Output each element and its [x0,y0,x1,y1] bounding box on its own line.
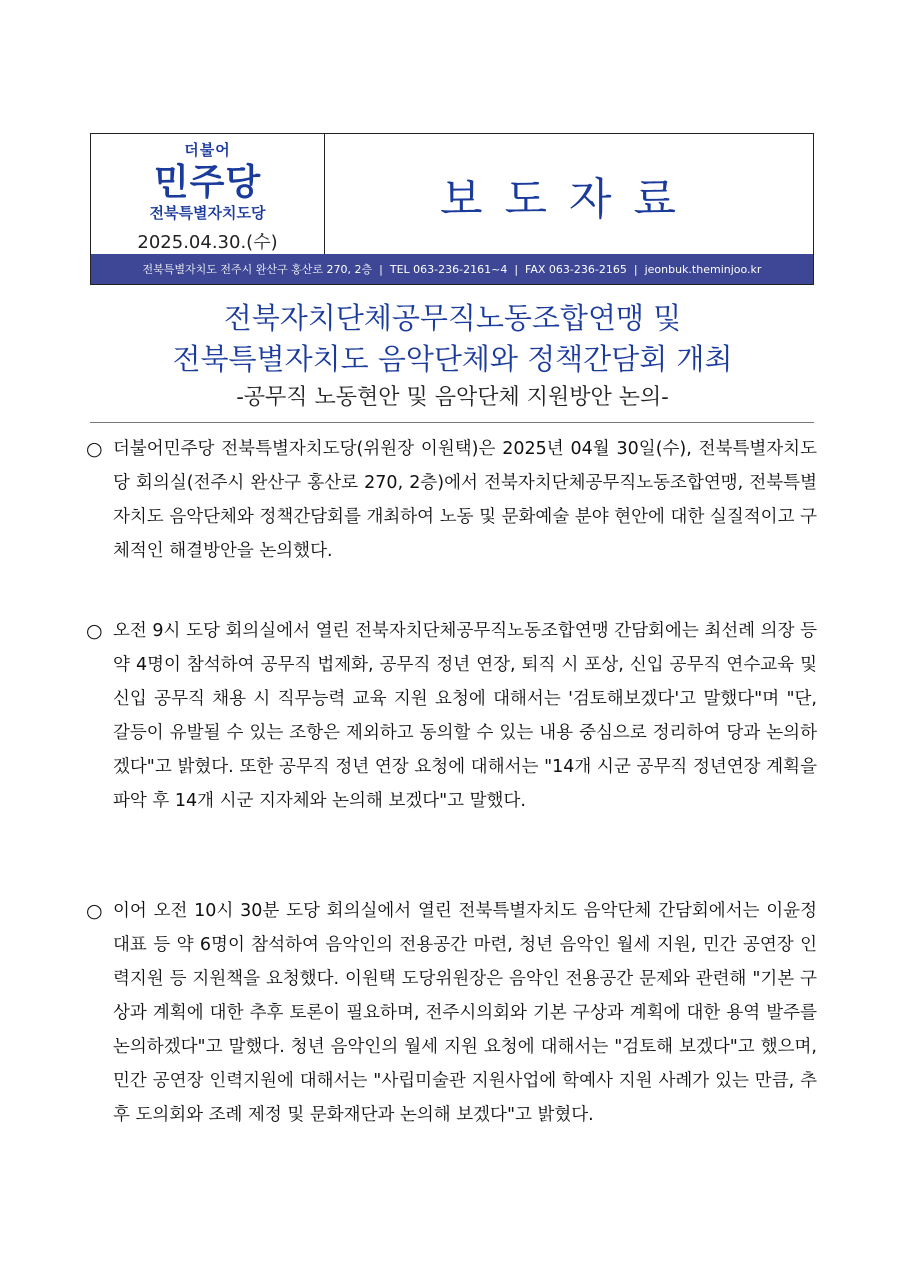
logo-branch-name: 전북특별자치도당 [149,204,266,222]
contact-info-bar [91,254,813,284]
party-logo [91,134,325,255]
divider: | [514,262,519,276]
contact-address: 전북특별자치도 전주시 완산구 홍산로 270, 2층 [142,263,373,276]
divider: | [379,262,383,276]
contact-tel: TEL 063-236-2161~4 [389,262,508,276]
body-paragraph [86,432,817,568]
divider-line [90,422,814,423]
bullet-circle-icon: ○ [86,620,103,642]
body-paragraph [86,614,817,818]
bullet-circle-icon: ○ [86,438,103,460]
subtitle: -공무직 노동현안 및 음악단체 지원방안 논의- [236,385,669,410]
logo-small-text: 더불어 [184,141,231,159]
divider: | [633,262,638,276]
bullet-circle-icon: ○ [86,900,103,922]
body-paragraph [86,894,817,1132]
headline-line-1: 전북자치단체공무직노동조합연맹 및 [223,301,682,335]
release-date: 2025.04.30.(수) [137,232,278,253]
document-type-title: 보도자료 [439,173,698,225]
paragraph-text: 오전 9시 도당 회의실에서 열린 전북자치단체공무직노동조합연맹 간담회에는 최선례 의장 등 약 4명이 참석하여 공무직 법제화, 공무직 정년 연장, 퇴직 시 포상, 신입 공무직 연수교육 및 신입 공무직 채용 시 직무능력 교육 지원 요청에 대해서는 '검토해보겠다'고 말했다"며 "단, 갈등이 유발될 수 있는 조항은 제외하고 동의할 수 있는 내용 중심으로 정리하여 당과 논의하겠다"고 밝혔다. 또한 공무직 정년 연장 요청에 대해서는 "14개 시군 공무직 정년연장 계획을 파악 후 14개 시군 지자체와 논의해 보겠다"고 말했다. [113,621,817,811]
paragraph-text: 이어 오전 10시 30분 도당 회의실에서 열린 전북특별자치도 음악단체 간담회에서는 이윤정 대표 등 약 6명이 참석하여 음악인의 전용공간 마련, 청년 음악인 월세 지원, 민간 공연장 인력지원 등 지원책을 요청했다. 이원택 도당위원장은 음악인 전용공간 문제와 관련해 "기본 구상과 계획에 대한 추후 토론이 필요하며, 전주시의회와 기본 구상과 계획에 대한 용역 발주를 논의하겠다"고 말했다. 청년 음악인의 월세 지원 요청에 대해서는 "검토해 보겠다"고 했으며, 민간 공연장 인력지원에 대해서는 "사립미술관 지원사업에 학예사 지원 사례가 있는 만큼, 추후 도의회와 조례 제정 및 문화재단과 논의해 보겠다"고 밝혔다. [113,901,817,1125]
paragraph-text: 더불어민주당 전북특별자치도당(위원장 이원택)은 2025년 04월 30일(수), 전북특별자치도당 회의실(전주시 완산구 홍산로 270, 2층)에서 전북자치단체공무직노동조합연맹, 전북특별자치도 음악단체와 정책간담회를 개최하여 노동 및 문화예술 분야 현안에 대한 실질적이고 구체적인 해결방안을 논의했다. [113,439,817,561]
press-header [90,133,814,285]
contact-fax: FAX 063-236-2165 [525,262,627,276]
logo-party-name: 민주당 [153,162,262,203]
contact-website: jeonbuk.theminjoo.kr [644,262,762,276]
headline-line-2: 전북특별자치도 음악단체와 정책간담회 개최 [172,342,733,376]
